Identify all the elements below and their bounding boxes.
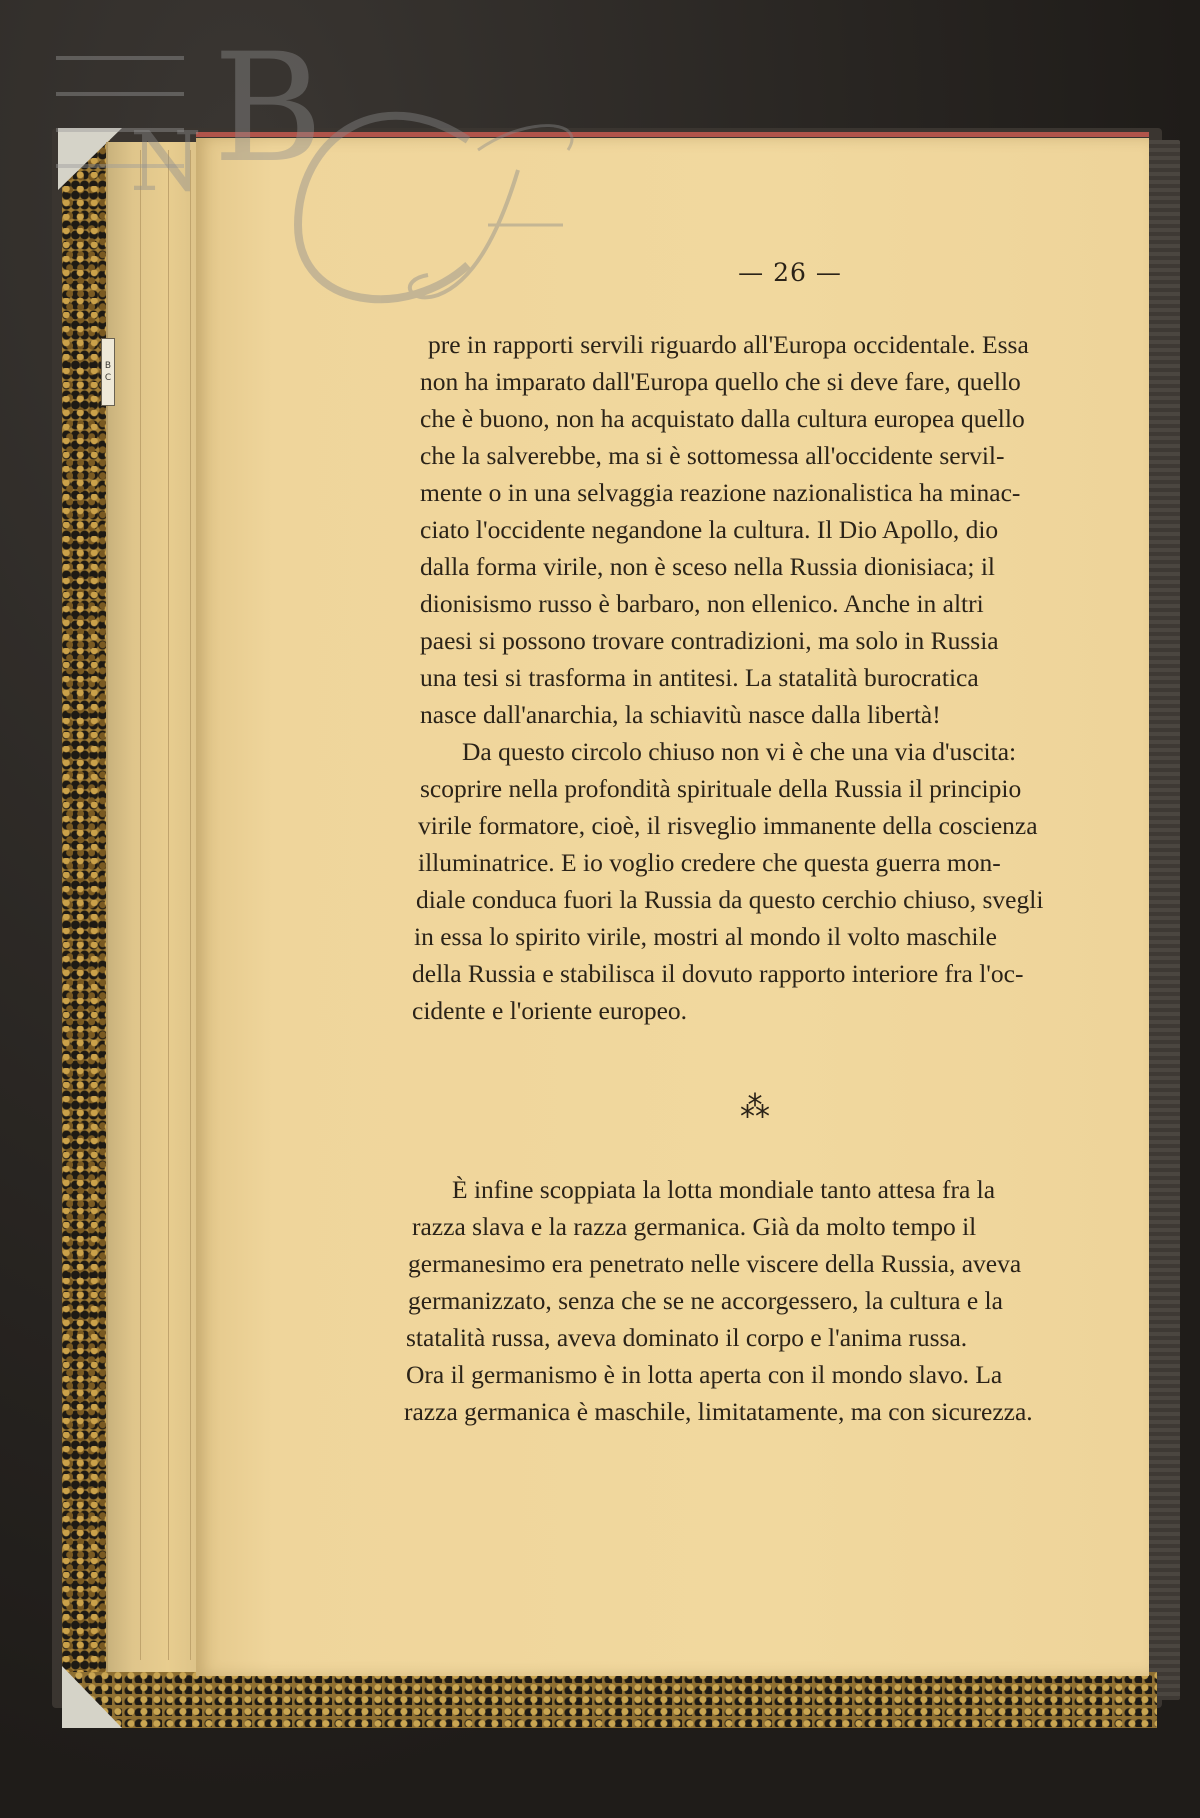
text-line: dalla forma virile, non è sceso nella Russia dionisiaca; il	[420, 552, 996, 581]
text-line: statalità russa, aveva dominato il corpo e l'anima russa.	[406, 1323, 968, 1352]
text-line: che la salverebbe, ma si è sottomessa all'occidente servil-	[420, 441, 1005, 470]
text-line: germanesimo era penetrato nelle viscere della Russia, aveva	[408, 1249, 1022, 1278]
spine-label-letter: B	[104, 361, 112, 371]
marbled-board-bottom	[62, 1672, 1157, 1728]
section-asterism	[730, 1090, 790, 1130]
text-line: Da questo circolo chiuso non vi è che una via d'uscita:	[462, 737, 1017, 766]
spine-label	[101, 338, 115, 406]
text-line: razza germanica è maschile, limitatamente, ma con sicurezza.	[404, 1397, 1033, 1426]
text-line: germanizzato, senza che se ne accorgessero, la cultura e la	[408, 1286, 1003, 1315]
page-stack-line	[190, 150, 191, 1660]
text-line: mente o in una selvaggia reazione nazionalistica ha minac-	[420, 478, 1021, 507]
spine-label-letter: C	[104, 373, 112, 383]
text-line: della Russia e stabilisca il dovuto rapporto interiore fra l'oc-	[412, 959, 1024, 988]
text-line: razza slava e la razza germanica. Già da molto tempo il	[412, 1212, 977, 1241]
text-line: Ora il germanismo è in lotta aperta con il mondo slavo. La	[406, 1360, 1003, 1389]
text-line: pre in rapporti servili riguardo all'Europa occidentale. Essa	[428, 330, 1029, 359]
asterism-glyph: ⁂	[740, 1091, 770, 1124]
watermark-letter: N	[130, 115, 202, 210]
text-line: ciato l'occidente negandone la cultura. Il Dio Apollo, dio	[420, 515, 999, 544]
text-line: che è buono, non ha acquistato dalla cultura europea quello	[420, 404, 1025, 433]
text-line: non ha imparato dall'Europa quello che si deve fare, quello	[420, 367, 1021, 396]
page-stack-line	[140, 150, 141, 1660]
text-line: nasce dall'anarchia, la schiavitù nasce dalla libertà!	[420, 700, 941, 729]
text-line: in essa lo spirito virile, mostri al mondo il volto maschile	[414, 922, 997, 951]
page-stack-line	[168, 150, 169, 1660]
text-line: paesi si possono trovare contradizioni, ma solo in Russia	[420, 626, 999, 655]
text-line: una tesi si trasforma in antitesi. La statalità burocratica	[420, 663, 979, 692]
text-line: scoprire nella profondità spirituale della Russia il principio	[420, 774, 1022, 803]
page-number: — 26 —	[738, 258, 842, 287]
watermark-letter: B	[213, 22, 324, 196]
text-line: illuminatrice. E io voglio credere che questa guerra mon-	[418, 848, 1001, 877]
text-line: dionisismo russo è barbaro, non ellenico. Anche in altri	[420, 589, 984, 618]
text-line: È infine scoppiata la lotta mondiale tanto attesa fra la	[452, 1175, 996, 1204]
text-line: virile formatore, cioè, il risveglio immanente della coscienza	[418, 811, 1038, 840]
page-stack	[106, 142, 208, 1672]
library-watermark-logo	[48, 20, 608, 320]
text-line: diale conduca fuori la Russia da questo cerchio chiuso, svegli	[416, 885, 1044, 914]
text-line: cidente e l'oriente europeo.	[412, 996, 688, 1025]
